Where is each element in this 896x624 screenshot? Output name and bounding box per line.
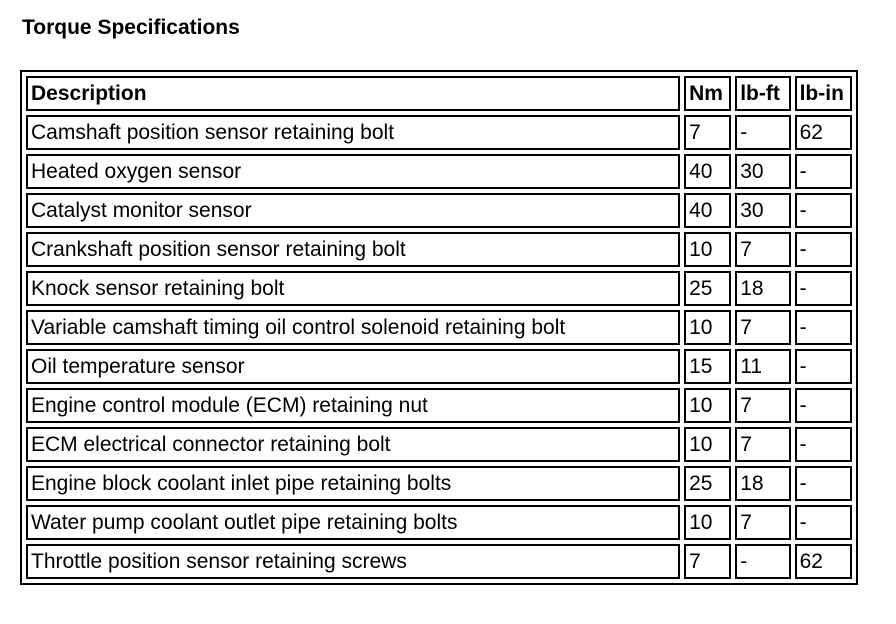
cell-description: Crankshaft position sensor retaining bolt	[26, 232, 680, 267]
cell-description: Water pump coolant outlet pipe retaining bolts	[26, 505, 680, 540]
cell-nm: 40	[684, 154, 731, 189]
table-row	[26, 271, 852, 306]
cell-nm: 15	[684, 349, 731, 384]
cell-lbin: -	[795, 427, 852, 462]
header-description: Description	[26, 76, 680, 111]
header-nm: Nm	[684, 76, 731, 111]
cell-lbin: 62	[795, 115, 852, 150]
table-row	[26, 505, 852, 540]
table-row	[26, 232, 852, 267]
cell-nm: 25	[684, 271, 731, 306]
table-row	[26, 388, 852, 423]
cell-nm: 10	[684, 505, 731, 540]
cell-description: Oil temperature sensor	[26, 349, 680, 384]
page-title: Torque Specifications	[22, 16, 240, 39]
cell-lbin: -	[795, 193, 852, 228]
cell-lbft: -	[735, 115, 790, 150]
cell-lbin: -	[795, 349, 852, 384]
table-row	[26, 349, 852, 384]
cell-description: Heated oxygen sensor	[26, 154, 680, 189]
cell-lbft: 30	[735, 154, 790, 189]
cell-nm: 7	[684, 544, 731, 579]
cell-nm: 25	[684, 466, 731, 501]
cell-lbft: 18	[735, 466, 790, 501]
cell-lbft: 7	[735, 427, 790, 462]
table-row	[26, 154, 852, 189]
table-row	[26, 427, 852, 462]
cell-lbft: 30	[735, 193, 790, 228]
cell-nm: 10	[684, 388, 731, 423]
cell-lbft: 7	[735, 388, 790, 423]
cell-lbft: 18	[735, 271, 790, 306]
cell-lbin: -	[795, 271, 852, 306]
cell-nm: 40	[684, 193, 731, 228]
cell-description: ECM electrical connector retaining bolt	[26, 427, 680, 462]
cell-lbin: -	[795, 466, 852, 501]
cell-description: Catalyst monitor sensor	[26, 193, 680, 228]
cell-nm: 7	[684, 115, 731, 150]
cell-lbin: -	[795, 232, 852, 267]
cell-description: Variable camshaft timing oil control solenoid retaining bolt	[26, 310, 680, 345]
cell-lbft: 7	[735, 505, 790, 540]
header-lbft: lb-ft	[735, 76, 790, 111]
table-row	[26, 115, 852, 150]
cell-description: Engine control module (ECM) retaining nut	[26, 388, 680, 423]
cell-lbin: 62	[795, 544, 852, 579]
cell-nm: 10	[684, 427, 731, 462]
cell-description: Camshaft position sensor retaining bolt	[26, 115, 680, 150]
cell-lbin: -	[795, 154, 852, 189]
cell-lbin: -	[795, 505, 852, 540]
cell-nm: 10	[684, 232, 731, 267]
cell-lbin: -	[795, 388, 852, 423]
cell-lbft: 7	[735, 310, 790, 345]
cell-lbft: 11	[735, 349, 790, 384]
table-header-row	[26, 76, 852, 111]
cell-nm: 10	[684, 310, 731, 345]
cell-description: Engine block coolant inlet pipe retaining bolts	[26, 466, 680, 501]
cell-lbft: -	[735, 544, 790, 579]
cell-lbft: 7	[735, 232, 790, 267]
table-row	[26, 310, 852, 345]
torque-spec-table	[20, 70, 858, 585]
table-row	[26, 193, 852, 228]
table-row	[26, 466, 852, 501]
table-row	[26, 544, 852, 579]
cell-description: Throttle position sensor retaining screws	[26, 544, 680, 579]
cell-lbin: -	[795, 310, 852, 345]
cell-description: Knock sensor retaining bolt	[26, 271, 680, 306]
header-lbin: lb-in	[795, 76, 852, 111]
